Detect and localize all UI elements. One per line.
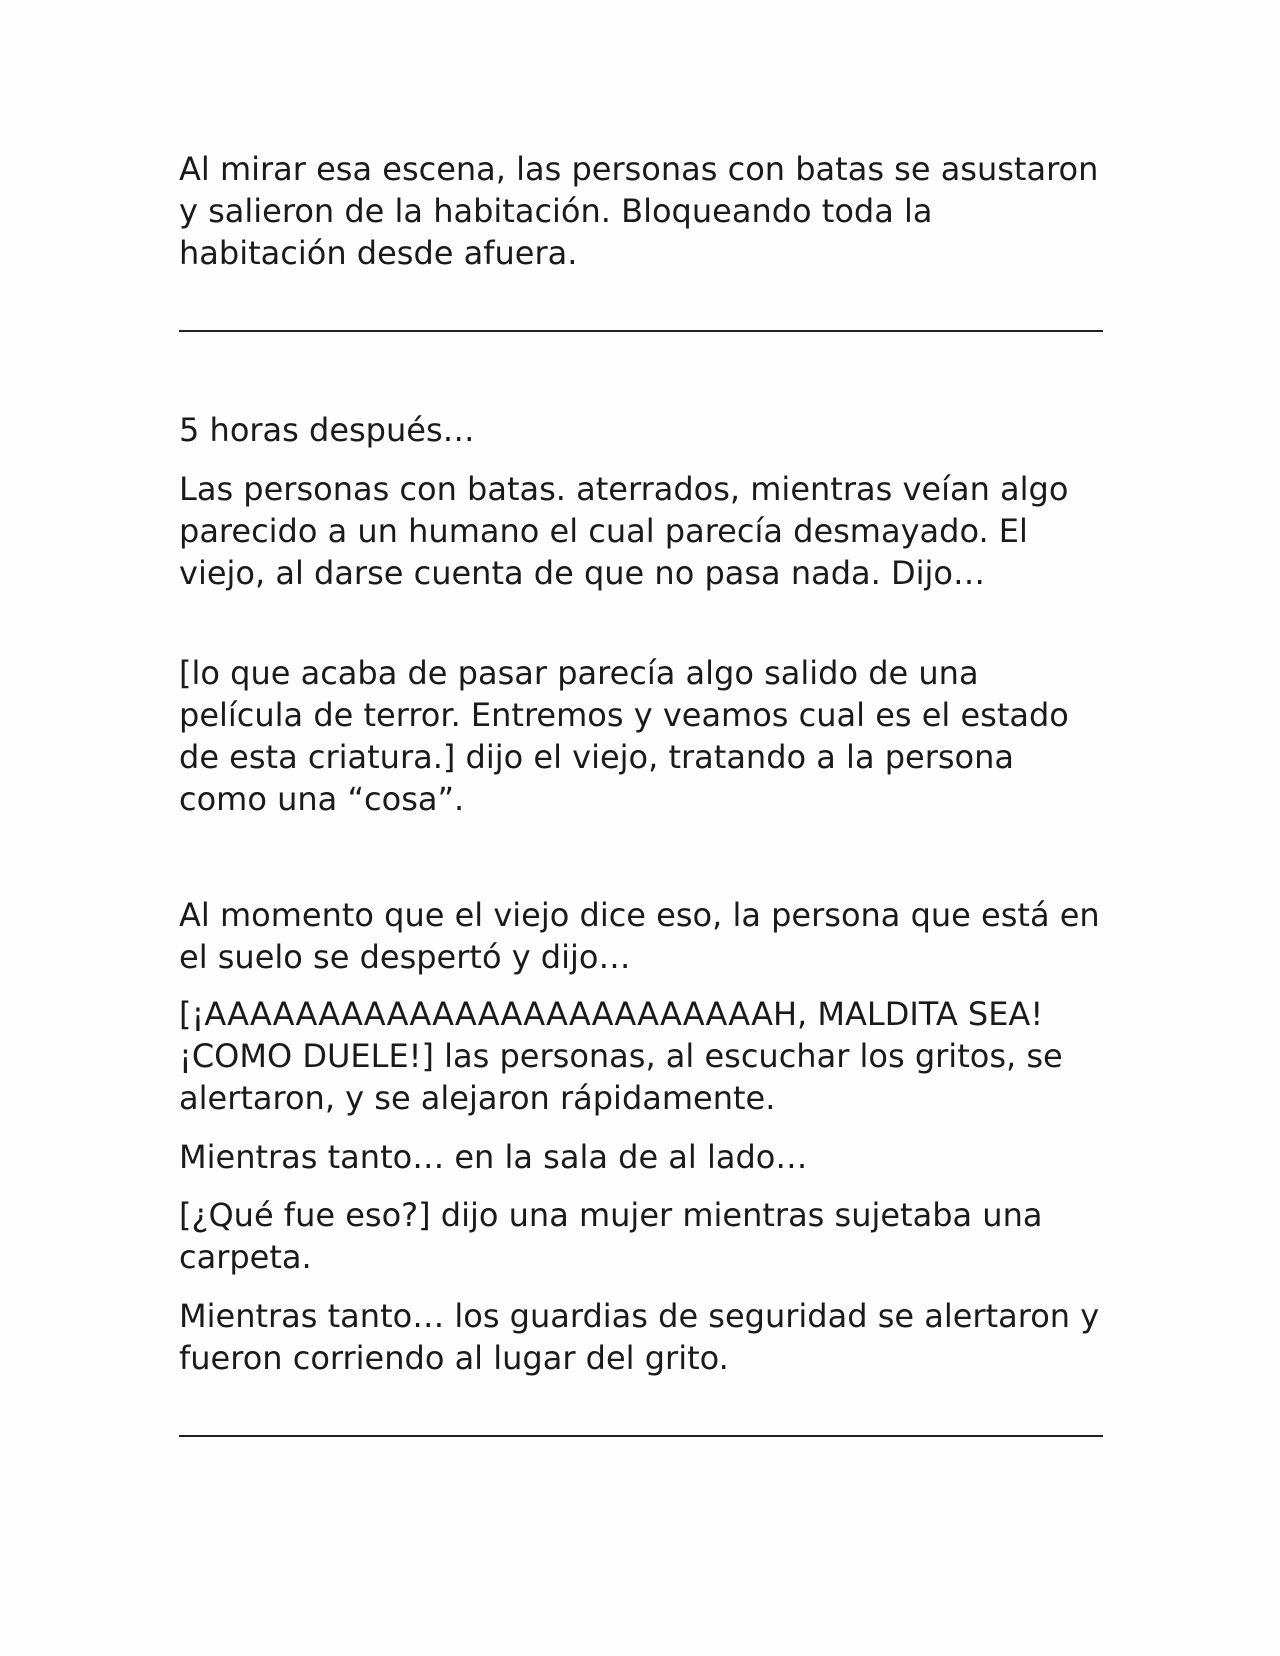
paragraph-3: Las personas con batas. aterrados, mientras veían algo parecido a un humano el cual parecía desmayado. El viejo, al darse cuenta de que no pasa nada. Dijo… (179, 470, 1069, 592)
paragraph-7: Mientras tanto… en la sala de al lado… (179, 1138, 808, 1176)
paragraph-6: [¡AAAAAAAAAAAAAAAAAAAAAAAAAH, MALDITA SEA! ¡COMO DUELE!] las personas, al escuchar los gritos, se alertaron, y se alejaron rápidamente. (179, 995, 1063, 1117)
paragraph-9: Mientras tanto… los guardias de seguridad se alertaron y fueron corriendo al lugar del grito. (179, 1297, 1100, 1377)
paragraph-8: [¿Qué fue eso?] dijo una mujer mientras sujetaba una carpeta. (179, 1196, 1043, 1276)
paragraph-1: Al mirar esa escena, las personas con batas se asustaron y salieron de la habitación. Bloqueando toda la habitación desde afuera. (179, 150, 1099, 272)
paragraph-5: Al momento que el viejo dice eso, la persona que está en el suelo se despertó y dijo… (179, 896, 1100, 976)
section-divider-2 (179, 1435, 1103, 1437)
paragraph-2: 5 horas después… (179, 411, 475, 449)
paragraph-4: [lo que acaba de pasar parecía algo salido de una película de terror. Entremos y veamos cual es el estado de esta criatura.] dijo el viejo, tratando a la persona como una “cosa”. (179, 654, 1069, 818)
section-divider-1 (179, 330, 1103, 332)
